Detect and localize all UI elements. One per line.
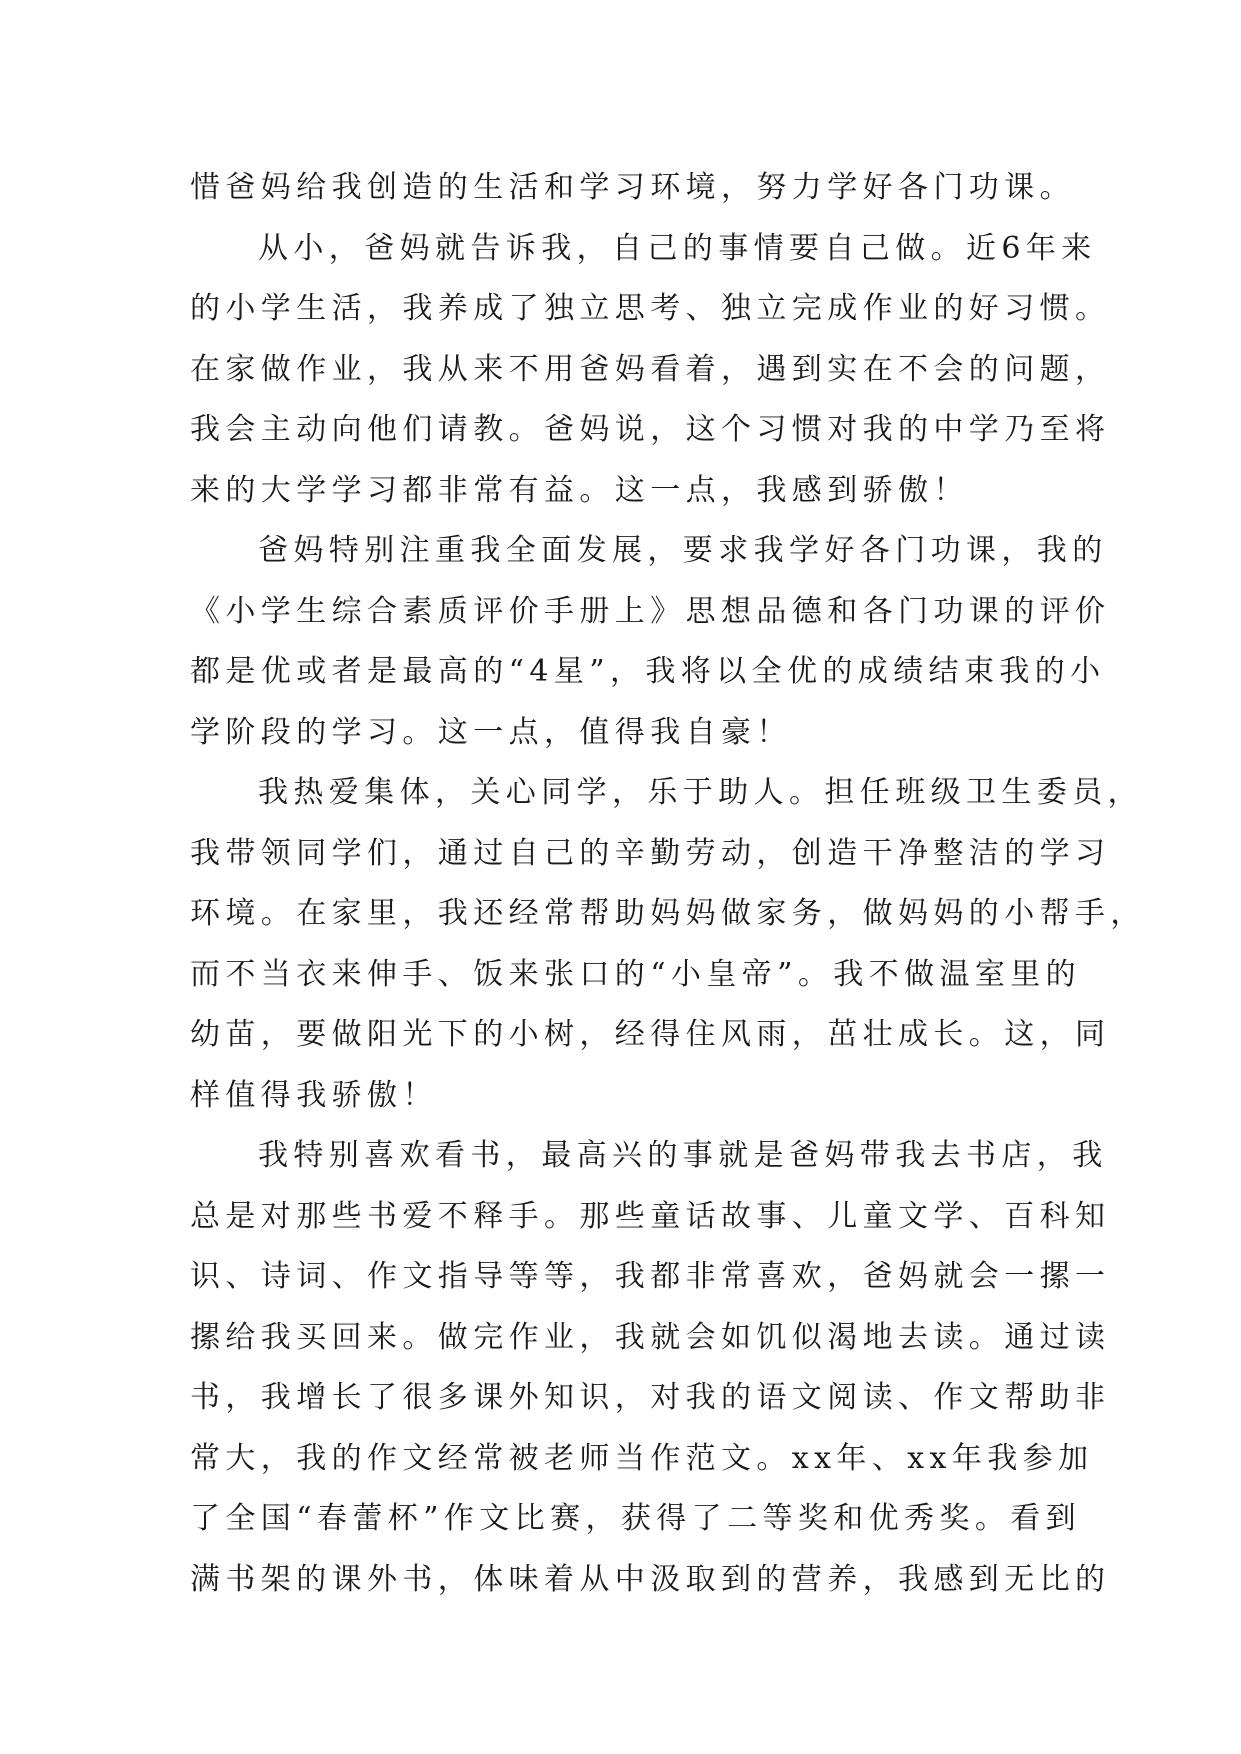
document-body <box>190 158 1146 1610</box>
text-line: 环境。在家里，我还经常帮助妈妈做家务，做妈妈的小帮手， <box>190 896 1146 931</box>
text-line: 在家做作业，我从来不用爸妈看着，遇到实在不会的问题， <box>190 351 1111 387</box>
text-line: 我特别喜欢看书，最高兴的事就是爸妈带我去书店，我 <box>258 1138 1108 1173</box>
text-line: 我热爱集体，关心同学，乐于助人。担任班级卫生委员， <box>258 775 1143 810</box>
text-line: 我带领同学们，通过自己的辛勤劳动，创造干净整洁的学习 <box>190 835 1111 871</box>
text-line: 识、诗词、作文指导等等，我都非常喜欢，爸妈就会一摞一 <box>190 1259 1111 1294</box>
text-line: 书，我增长了很多课外知识，对我的语文阅读、作文帮助非 <box>190 1380 1111 1415</box>
text-line: 总是对那些书爱不释手。那些童话故事、儿童文学、百科知 <box>190 1198 1111 1234</box>
text-line: 《小学生综合素质评价手册上》思想品德和各门功课的评价 <box>190 593 1111 629</box>
text-line: 满书架的课外书，体味着从中汲取到的营养，我感到无比的 <box>190 1561 1111 1597</box>
text-line: 而不当衣来伸手、饭来张口的“小皇帝”。我不做温室里的 <box>190 956 1082 992</box>
text-line: 常大，我的作文经常被老师当作范文。xx年、xx年我参加 <box>190 1440 1094 1476</box>
text-line: 从小，爸妈就告诉我，自己的事情要自己做。近6年来 <box>258 230 1097 266</box>
text-line: 的小学生活，我养成了独立思考、独立完成作业的好习惯。 <box>190 291 1111 326</box>
text-line: 爸妈特别注重我全面发展，要求我学好各门功课，我的 <box>258 533 1108 568</box>
text-line: 学阶段的学习。这一点，值得我自豪！ <box>190 714 792 750</box>
text-line: 了全国“春蕾杯”作文比赛，获得了二等奖和优秀奖。看到 <box>190 1501 1082 1536</box>
text-line: 惜爸妈给我创造的生活和学习环境，努力学好各门功课。 <box>190 170 1075 205</box>
text-line: 摞给我买回来。做完作业，我就会如饥似渴地去读。通过读 <box>190 1319 1111 1355</box>
text-line: 都是优或者是最高的“4星”，我将以全优的成绩结束我的小 <box>190 654 1106 689</box>
text-line: 来的大学学习都非常有益。这一点，我感到骄傲！ <box>190 472 969 508</box>
text-line: 幼苗，要做阳光下的小树，经得住风雨，茁壮成长。这，同 <box>190 1017 1111 1052</box>
text-line: 样值得我骄傲！ <box>190 1077 438 1113</box>
text-line: 我会主动向他们请教。爸妈说，这个习惯对我的中学乃至将 <box>190 412 1111 447</box>
